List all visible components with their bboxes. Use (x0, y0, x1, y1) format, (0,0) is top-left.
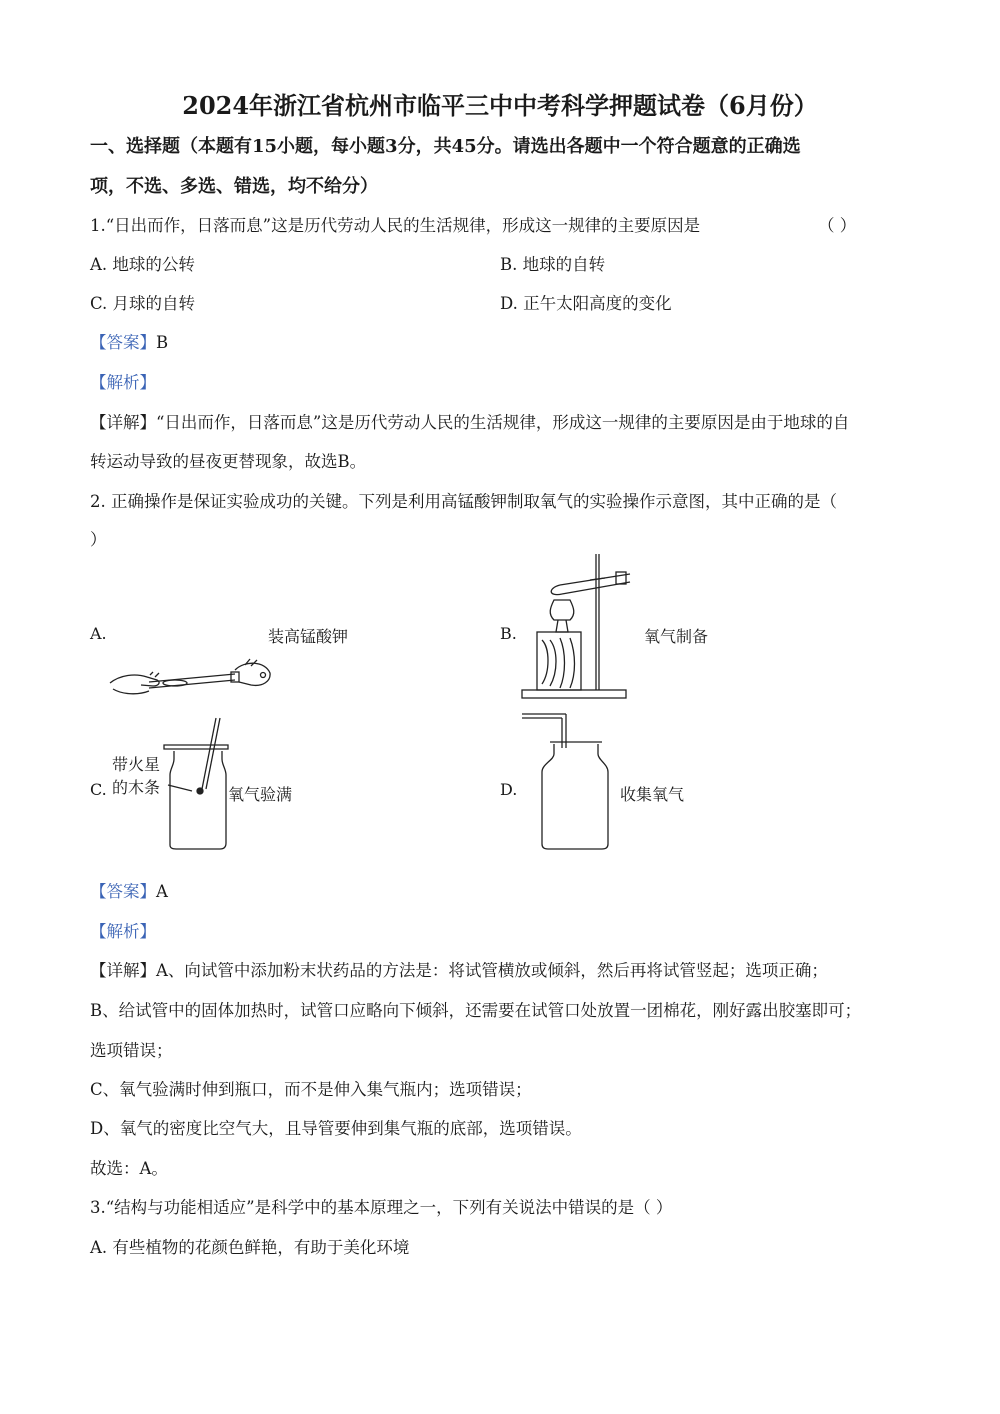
answer-tag: 【答案】 (90, 333, 156, 352)
fig-a-powder-loading-diagram (105, 655, 275, 705)
fig-b-oxygen-preparation-diagram (520, 552, 630, 700)
fig-d-label: 收集氧气 (620, 785, 685, 804)
fig-c-letter: C. (90, 780, 107, 799)
fig-c-label: 氧气验满 (228, 785, 293, 804)
q2-detail-line1 (90, 957, 828, 981)
fig-c-gas-bottle-with-splint-diagram (150, 715, 240, 853)
q1-detail-line1 (90, 409, 849, 433)
q2-detail-line3: 选项错误； (90, 1041, 173, 1060)
q1-detail-line2: 转运动导致的昼夜更替现象，故选B。 (90, 452, 367, 471)
q1-analysis-tag: 【解析】 (90, 373, 156, 392)
q1-option-a: A. 地球的公转 (90, 255, 195, 274)
q1-stem: 1.“日出而作，日落而息”这是历代劳动人民的生活规律，形成这一规律的主要原因是 (90, 216, 701, 235)
q1-answer-row (90, 329, 168, 353)
q1-option-d: D. 正午太阳高度的变化 (500, 294, 672, 313)
page-title: 2024年浙江省杭州市临平三中中考科学押题试卷（6月份） (182, 91, 818, 120)
section-heading-line2: 项，不选、多选、错选，均不给分） (90, 176, 378, 197)
q2-analysis-tag: 【解析】 (90, 922, 156, 941)
q2-stem-line2: ） (90, 530, 107, 549)
detail-tag: 【详解】 (90, 961, 156, 980)
q1-bracket: （ ） (818, 216, 857, 235)
q1-answer: B (156, 333, 169, 352)
q3-stem: 3.“结构与功能相适应”是科学中的基本原理之一，下列有关说法中错误的是（ ） (90, 1198, 673, 1217)
section-heading-line1: 一、选择题（本题有15小题，每小题3分，共45分。请选出各题中一个符合题意的正确选 (90, 136, 801, 157)
q2-stem-line1: 2. 正确操作是保证实验成功的关键。下列是利用高锰酸钾制取氧气的实验操作示意图，其中正确的是（ (90, 492, 837, 511)
fig-b-letter: B. (500, 624, 517, 643)
q1-option-c: C. 月球的自转 (90, 294, 196, 313)
fig-b-label: 氧气制备 (644, 627, 709, 646)
q2-answer-row (90, 878, 168, 902)
detail-tag: 【详解】 (90, 413, 156, 432)
q2-detail-text: A、向试管中添加粉末状药品的方法是：将试管横放或倾斜，然后再将试管竖起；选项正确； (156, 961, 828, 980)
q1-option-b: B. 地球的自转 (500, 255, 606, 274)
fig-a-label: 装高锰酸钾 (268, 627, 349, 646)
answer-tag: 【答案】 (90, 882, 156, 901)
fig-d-letter: D. (500, 780, 518, 799)
fig-c-note-line2: 的木条 (112, 778, 161, 797)
q1-detail-text: “日出而作，日落而息”这是历代劳动人民的生活规律，形成这一规律的主要原因是由于地球的自 (156, 413, 850, 432)
q2-detail-line5: D、氧气的密度比空气大，且导管要伸到集气瓶的底部，选项错误。 (90, 1119, 582, 1138)
q2-answer: A (156, 882, 168, 901)
q2-conclusion: 故选：A。 (90, 1159, 168, 1178)
fig-d-oxygen-collection-diagram (520, 708, 615, 853)
fig-c-note-line1: 带火星 (112, 755, 161, 774)
q2-detail-line4: C、氧气验满时伸到瓶口，而不是伸入集气瓶内；选项错误； (90, 1080, 532, 1099)
q2-detail-line2: B、给试管中的固体加热时，试管口应略向下倾斜，还需要在试管口处放置一团棉花，刚好露出胶塞即可； (90, 1001, 862, 1020)
fig-a-letter: A. (90, 624, 107, 643)
q3-option-a: A. 有些植物的花颜色鲜艳，有助于美化环境 (90, 1238, 410, 1257)
